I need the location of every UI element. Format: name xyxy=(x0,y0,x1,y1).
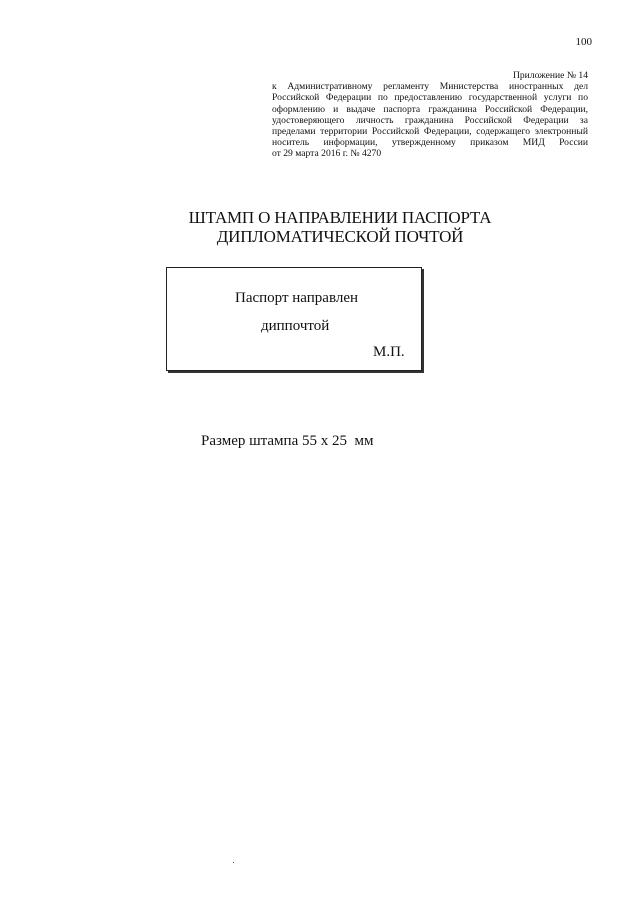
appendix-line: Российской Федерации по предоставлению государственной услуги по xyxy=(272,92,588,104)
appendix-line: к Административному регламенту Министерства иностранных дел xyxy=(272,81,588,93)
appendix-title: Приложение № 14 xyxy=(512,70,588,81)
document-title xyxy=(160,208,520,246)
appendix-line: пределами территории Российской Федерации, содержащего электронный xyxy=(272,126,588,138)
appendix-line: от 29 марта 2016 г. № 4270 xyxy=(272,148,382,160)
stamp-text-line-1: Паспорт направлен xyxy=(235,290,359,306)
appendix-block xyxy=(272,70,588,160)
appendix-line: носитель информации, утвержденному приказом МИД России xyxy=(272,137,588,149)
stamp-seal-mark: М.П. xyxy=(373,344,405,360)
page-number: 100 xyxy=(575,36,592,48)
scan-speck xyxy=(233,862,234,863)
appendix-line: оформлению и выдаче паспорта гражданина Российской Федерации, xyxy=(272,103,588,115)
appendix-line: удостоверяющего личность гражданина Российской Федерации за xyxy=(272,114,588,126)
document-title-line-1: ШТАМП О НАПРАВЛЕНИИ ПАСПОРТА xyxy=(188,208,492,227)
stamp-frame xyxy=(166,267,422,371)
document-title-line-2: ДИПЛОМАТИЧЕСКОЙ ПОЧТОЙ xyxy=(216,227,464,246)
stamp-text-line-2: диппочтой xyxy=(261,318,330,334)
stamp-size-note: Размер штампа 55 x 25 мм xyxy=(201,433,374,449)
